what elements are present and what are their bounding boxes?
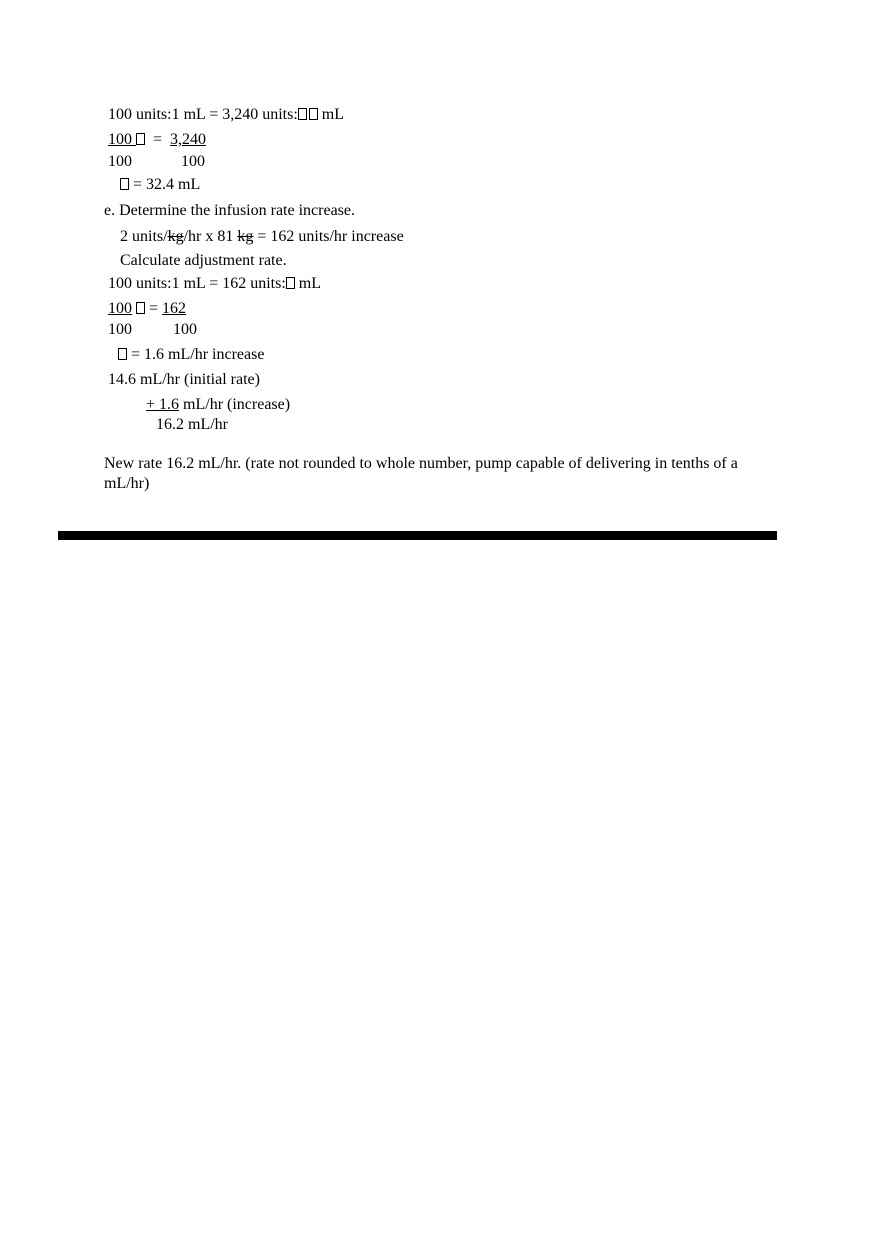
fraction-1-num-left: 100: [108, 131, 145, 148]
total-rate: 16.2 mL/hr: [156, 416, 228, 433]
equation-ratio-2-unit: mL: [298, 275, 321, 292]
rate-calculation: 2 units/kg/hr x 81 kg = 162 units/hr increase: [120, 228, 404, 245]
result-2-text: = 1.6 mL/hr increase: [131, 346, 265, 363]
fraction-2-num-left: 100: [108, 300, 132, 317]
step-e-heading: e. Determine the infusion rate increase.: [104, 202, 355, 219]
equation-ratio-1-unit: mL: [321, 106, 344, 123]
fraction-2-den-right: 100: [173, 321, 197, 338]
unknown-x-box: [298, 108, 307, 120]
fraction-2-numerator: [108, 300, 186, 318]
fraction-1-den-left: 100: [108, 153, 132, 170]
unknown-x-box: [120, 178, 129, 190]
unknown-x-box: [286, 277, 295, 289]
fraction-1-den-right: 100: [181, 153, 205, 170]
calc-adjustment-heading: Calculate adjustment rate.: [120, 252, 287, 269]
result-1-text: = 32.4 mL: [133, 176, 201, 193]
increase-value: + 1.6: [146, 396, 180, 413]
fraction-2-den-left: 100: [108, 321, 132, 338]
equation-ratio-2: [108, 275, 321, 293]
initial-rate: 14.6 mL/hr (initial rate): [108, 371, 260, 388]
increase-line: [146, 396, 290, 414]
conclusion-paragraph: New rate 16.2 mL/hr. (rate not rounded to whole number, pump capable of delivering in tenths of a mL/hr): [104, 455, 738, 492]
result-1: [120, 176, 200, 194]
fraction-1-equals: =: [153, 131, 163, 148]
equation-ratio-1-text: 100 units:1 mL = 3,240 units:: [108, 106, 298, 123]
fraction-1-num-right: 3,240: [170, 131, 207, 148]
unknown-x-box: [136, 302, 145, 314]
fraction-2-equals: =: [149, 300, 159, 317]
section-divider: [58, 531, 777, 540]
fraction-1-numerator: [108, 131, 206, 149]
equation-ratio-1: [108, 106, 344, 124]
fraction-2-num-right: 162: [162, 300, 187, 317]
unknown-x-box: [136, 133, 145, 145]
result-2: [118, 346, 264, 364]
unknown-x-box: [118, 348, 127, 360]
equation-ratio-2-text: 100 units:1 mL = 162 units:: [108, 275, 286, 292]
cancelled-kg: kg: [237, 228, 254, 245]
unknown-x-box: [309, 108, 318, 120]
increase-label: mL/hr (increase): [179, 396, 291, 413]
cancelled-kg: kg: [167, 228, 184, 245]
